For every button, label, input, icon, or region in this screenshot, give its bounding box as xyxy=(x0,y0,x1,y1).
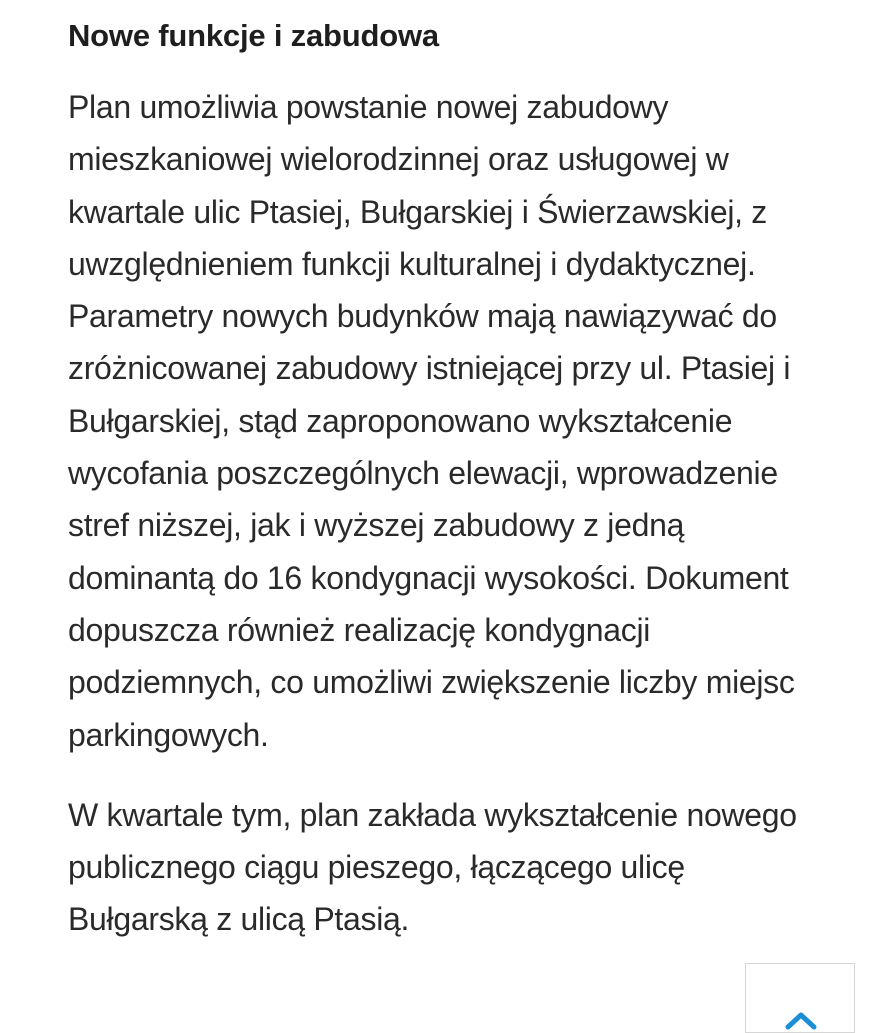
article-paragraph: Plan umożliwia powstanie nowej zabudowy mieszkaniowej wielorodzinnej oraz usługowej w kwartale ulic Ptasiej, Bułgarskiej i Świerzawskiej, z uwzględnieniem funkcji kulturalnej i dydaktycznej. Parametry nowych budynków mają nawiązywać do zróżnicowanej zabudowy istniejącej przy ul. Ptasiej i Bułgarskiej, stąd zaproponowano wykształcenie wycofania poszczególnych elewacji, wprowadzenie stref niższej, jak i wyższej zabudowy z jedną dominantą do 16 kondygnacji wysokości. Dokument dopuszcza również realizację kondygnacji podziemnych, co umożliwi zwiększenie liczby miejsc parkingowych. xyxy=(68,89,795,753)
scroll-to-top-button[interactable] xyxy=(745,963,855,1033)
section-heading: Nowe funkcje i zabudowa xyxy=(68,18,439,53)
chevron-up-icon xyxy=(784,1008,818,1030)
article-paragraph: W kwartale tym, plan zakłada wykształcenie nowego publicznego ciągu pieszego, łączącego ulicę Bułgarską z ulicą Ptasią. xyxy=(68,796,797,938)
article-content xyxy=(68,0,828,946)
